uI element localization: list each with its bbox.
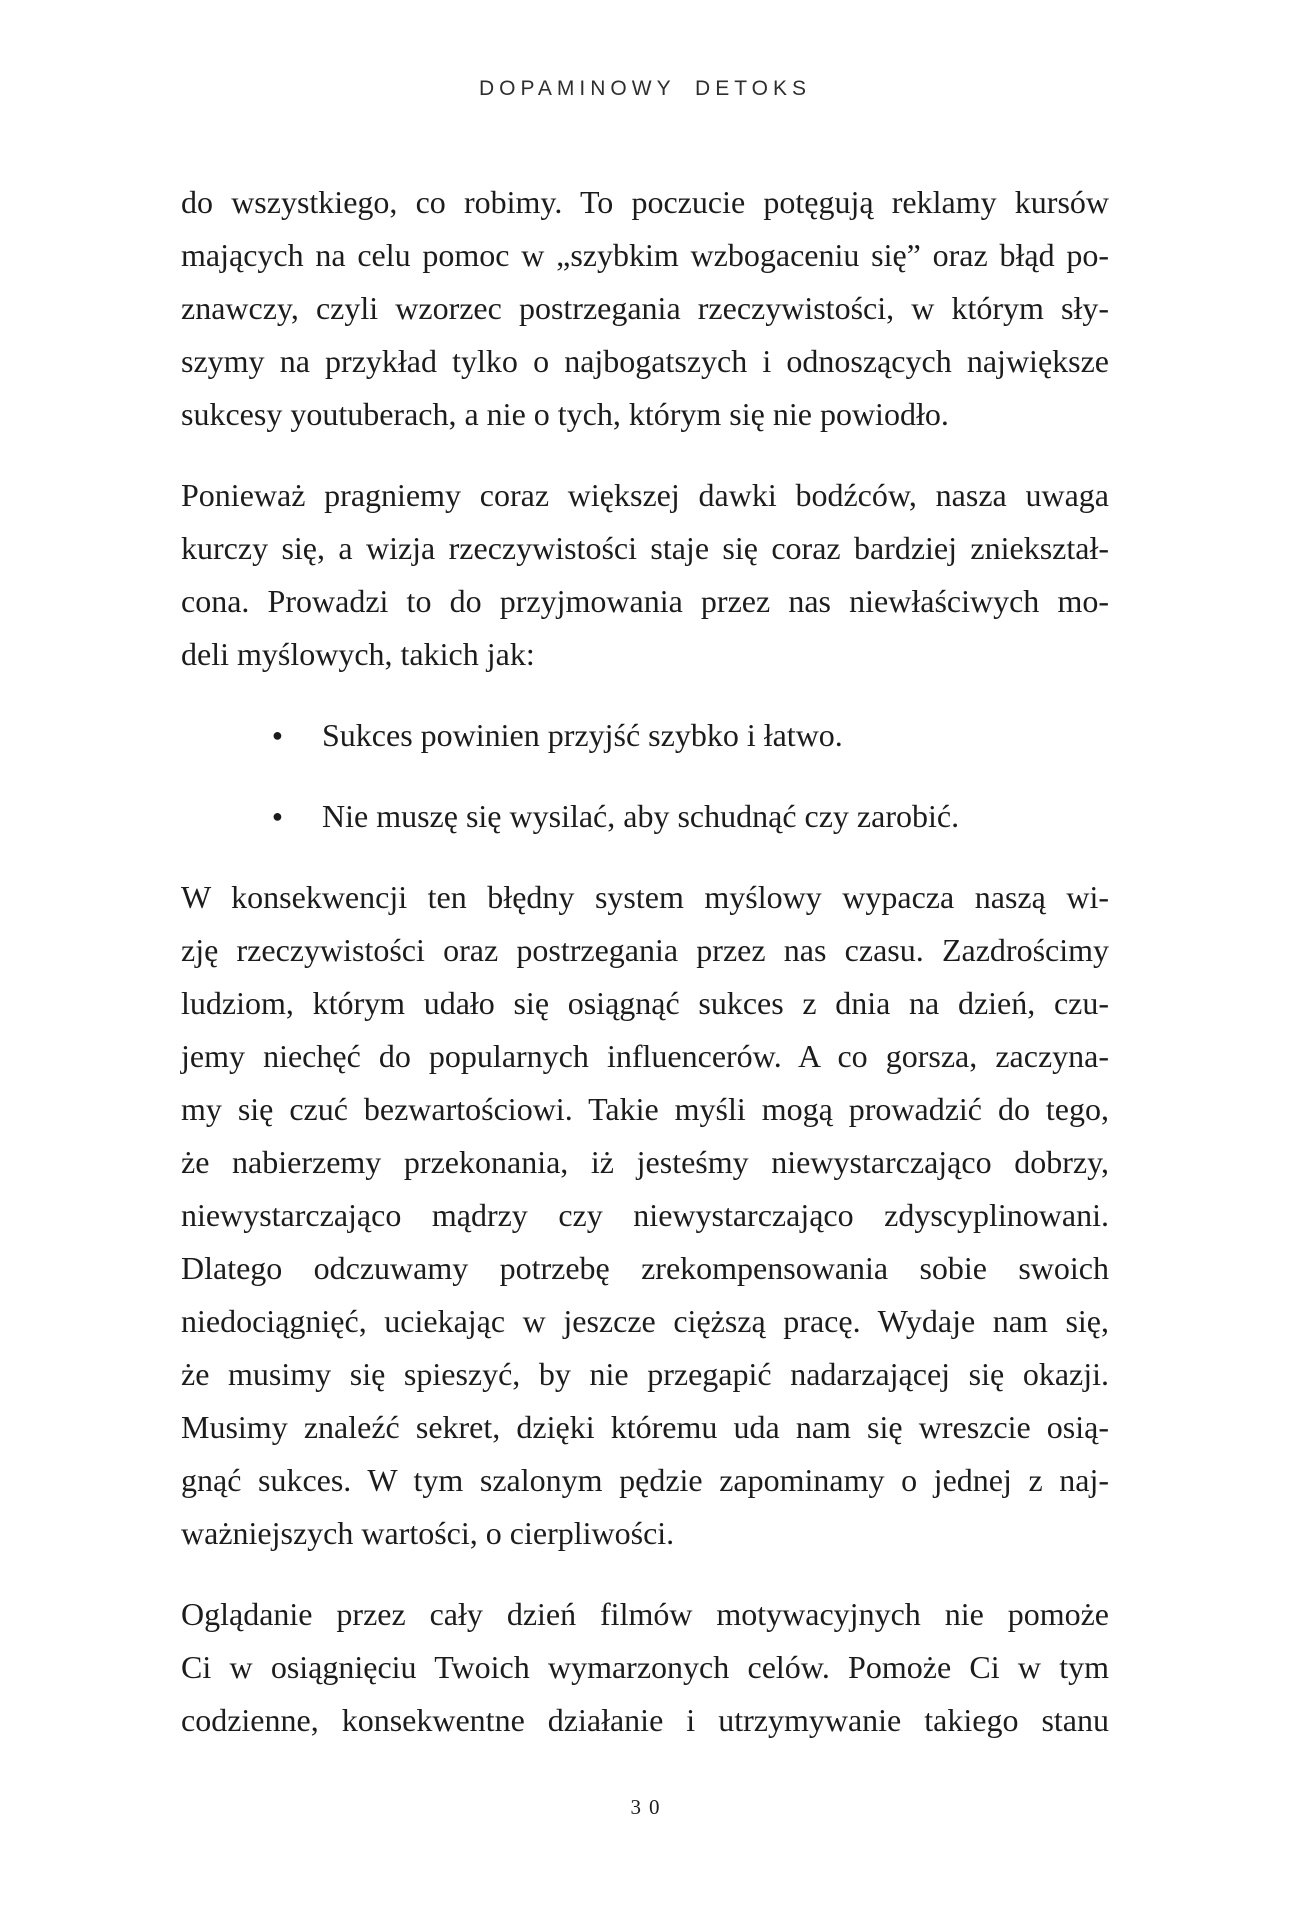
text-line: ważniejszych wartości, o cierpliwości.	[181, 1515, 675, 1551]
text-line: mających na celu pomoc w „szybkim wzbogaceniu się” oraz błąd po-	[181, 237, 1109, 273]
page-body	[181, 176, 1109, 1775]
paragraph	[181, 871, 1109, 1560]
bullet-icon: ●	[272, 806, 283, 826]
text-line: my się czuć bezwartościowi. Takie myśli mogą prowadzić do tego,	[181, 1091, 1109, 1127]
text-line: niewystarczająco mądrzy czy niewystarczająco zdyscyplinowani.	[181, 1197, 1109, 1233]
text-line: szymy na przykład tylko o najbogatszych i odnoszących największe	[181, 343, 1109, 379]
bullet-icon: ●	[272, 725, 283, 745]
text-line: codzienne, konsekwentne działanie i utrzymywanie takiego stanu	[181, 1702, 1109, 1738]
text-line: niedociągnięć, uciekając w jeszcze cięższą pracę. Wydaje nam się,	[181, 1303, 1109, 1339]
text-line: ludziom, którym udało się osiągnąć sukces z dnia na dzień, czu-	[181, 985, 1109, 1021]
bullet-line: Sukces powinien przyjść szybko i łatwo.	[322, 717, 843, 753]
running-head: DOPAMINOWY DETOKS	[478, 77, 812, 100]
text-line: Dlatego odczuwamy potrzebę zrekompensowania sobie swoich	[181, 1250, 1109, 1286]
text-line: że nabierzemy przekonania, iż jesteśmy niewystarczająco dobrzy,	[181, 1144, 1109, 1180]
text-line: że musimy się spieszyć, by nie przegapić nadarzającej się okazji.	[181, 1356, 1109, 1392]
text-line: sukcesy youtuberach, a nie o tych, którym się nie powiodło.	[181, 396, 949, 432]
bullet-item	[181, 790, 1109, 843]
text-line: kurczy się, a wizja rzeczywistości staje się coraz bardziej zniekształ-	[181, 530, 1109, 566]
text-line: cona. Prowadzi to do przyjmowania przez nas niewłaściwych mo-	[181, 583, 1109, 619]
text-line: Ponieważ pragniemy coraz większej dawki bodźców, nasza uwaga	[181, 477, 1109, 513]
paragraph	[181, 176, 1109, 441]
text-line: zję rzeczywistości oraz postrzegania przez nas czasu. Zazdrościmy	[181, 932, 1109, 968]
bullet-line: Nie muszę się wysilać, aby schudnąć czy zarobić.	[322, 798, 960, 834]
paragraph	[181, 469, 1109, 681]
paragraph	[181, 1588, 1109, 1747]
text-line: gnąć sukces. W tym szalonym pędzie zapominamy o jednej z naj-	[181, 1462, 1109, 1498]
text-line: znawczy, czyli wzorzec postrzegania rzeczywistości, w którym sły-	[181, 290, 1109, 326]
text-line: deli myślowych, takich jak:	[181, 636, 535, 672]
text-line: Ci w osiągnięciu Twoich wymarzonych celów. Pomoże Ci w tym	[181, 1649, 1109, 1685]
text-line: do wszystkiego, co robimy. To poczucie potęgują reklamy kursów	[181, 184, 1109, 220]
text-line: Oglądanie przez cały dzień filmów motywacyjnych nie pomoże	[181, 1596, 1109, 1632]
text-line: jemy niechęć do popularnych influencerów. A co gorsza, zaczyna-	[181, 1038, 1109, 1074]
page-number: 30	[630, 1795, 668, 1819]
text-line: Musimy znaleźć sekret, dzięki któremu uda nam się wreszcie osią-	[181, 1409, 1109, 1445]
bullet-item	[181, 709, 1109, 762]
text-line: W konsekwencji ten błędny system myślowy wypacza naszą wi-	[181, 879, 1109, 915]
